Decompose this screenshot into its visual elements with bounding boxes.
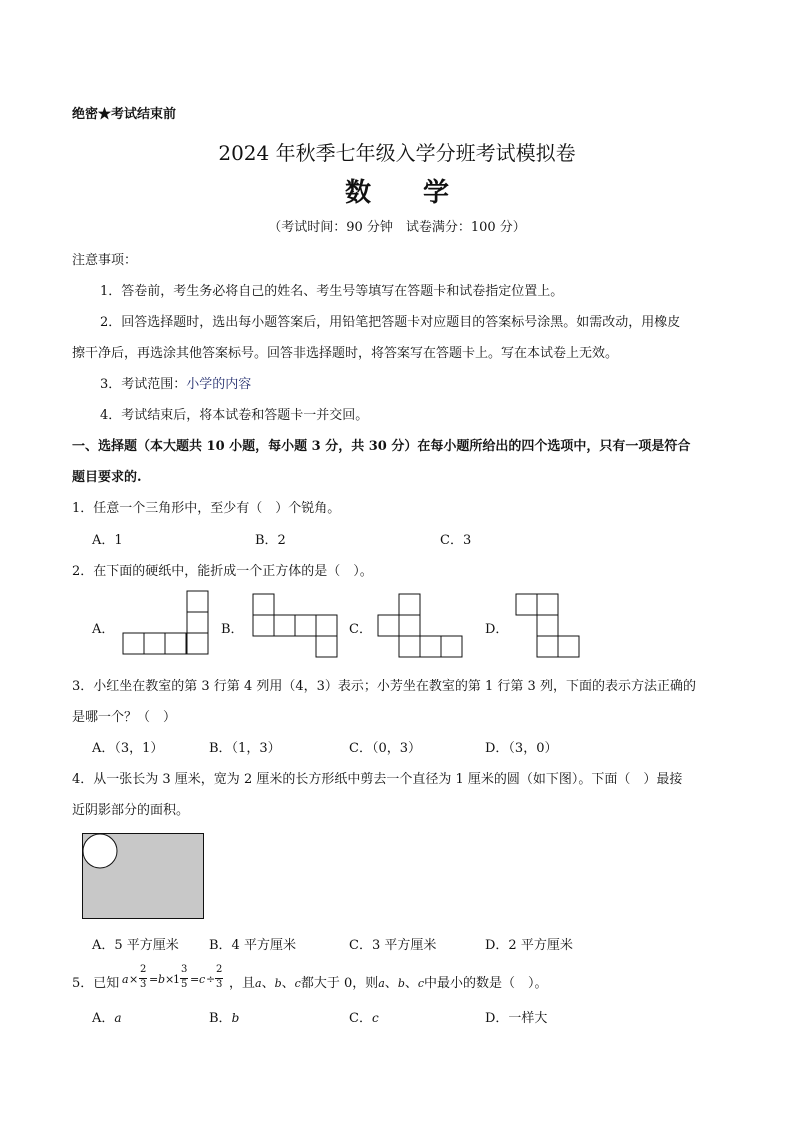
q3-option-d: D．（3，0） — [485, 741, 558, 756]
q4-option-b: B．4 平方厘米 — [209, 938, 296, 953]
q5-tail: 中最小的数是（ ）。 — [424, 976, 548, 991]
q5-frac2-num: 3 — [181, 964, 188, 975]
q5-tail-a: a — [378, 977, 385, 990]
q5-sep-4: 、 — [404, 976, 418, 991]
note-2-line2: 擦干净后，再选涂其他答案标号。回答非选择题时，将答案写在答题卡上。写在本试卷上无效。 — [72, 346, 619, 361]
q5-sep-2: 、 — [281, 976, 295, 991]
q2-option-d-label: D． — [485, 622, 509, 637]
q5-times-1: × — [129, 973, 139, 986]
q2-net-b — [252, 593, 340, 660]
q5-var-a: a — [122, 973, 129, 986]
q3-option-c: C．（0，3） — [349, 741, 421, 756]
q5-option-c-var: c — [371, 1011, 379, 1025]
note-3-prefix: 3．考试范围： — [100, 377, 187, 392]
q2-net-d — [515, 593, 582, 660]
q5-cond-a: a — [255, 977, 262, 990]
q5-frac1-den: 3 — [140, 979, 147, 990]
q5-eq-1: = — [149, 973, 159, 986]
q5-cond: 都大于 0，则 — [300, 976, 379, 991]
time-info: （考试时间：90 分钟 试卷满分：100 分） — [268, 220, 526, 235]
q4-option-a: A．5 平方厘米 — [92, 938, 179, 953]
q5-frac3-num: 2 — [216, 964, 223, 975]
q5-sep-1: 、 — [261, 976, 275, 991]
notes-heading: 注意事项： — [72, 253, 138, 268]
q3-option-b: B．（1，3） — [209, 741, 281, 756]
q3-stem-line1: 3．小红坐在教室的第 3 行第 4 列用（4，3）表示；小芳坐在教室的第 1 行第 3 列，下面的表示方法正确的 — [72, 679, 696, 694]
note-2-line1: 2．回答选择题时，选出每小题答案后，用铅笔把答题卡对应题目的答案标号涂黑。如需改动，用橡皮 — [100, 315, 681, 330]
q5-frac3-den: 3 — [216, 979, 223, 990]
q5-tail-c: c — [417, 977, 425, 990]
q5-var-b: b — [158, 973, 166, 986]
q5-option-a — [92, 1007, 122, 1026]
note-3 — [100, 373, 251, 392]
q5-var-c: c — [199, 973, 206, 986]
q5-cond-b: b — [274, 977, 282, 990]
q1-stem: 1．任意一个三角形中，至少有（ ）个锐角。 — [72, 501, 341, 516]
note-1: 1．答卷前，考生务必将自己的姓名、考生号等填写在答题卡和试卷指定位置上。 — [100, 284, 564, 299]
q1-option-b: B．2 — [255, 533, 286, 548]
q5-times-2: × — [165, 973, 175, 986]
q4-cut-circle — [83, 834, 117, 868]
q5-option-a-label: A． — [92, 1011, 115, 1026]
subject-title: 数 学 — [344, 178, 449, 208]
q3-option-a: A．（3，1） — [92, 741, 164, 756]
q5-option-b-label: B． — [209, 1011, 232, 1026]
q2-option-b-label: B． — [221, 622, 244, 637]
q5-option-b-var: b — [231, 1011, 240, 1025]
q5-sep-3: 、 — [384, 976, 398, 991]
q4-stem-line1: 4．从一张长为 3 厘米，宽为 2 厘米的长方形纸中剪去一个直径为 1 厘米的圆（如下图）。下面（ ）最接 — [72, 772, 683, 787]
q5-frac1-num: 2 — [140, 964, 147, 975]
q5-condition — [229, 972, 548, 991]
note-4: 4．考试结束后，将本试卷和答题卡一并交回。 — [100, 408, 369, 423]
q2-stem: 2．在下面的硬纸中，能折成一个正方体的是（ ）。 — [72, 564, 373, 579]
q5-option-c-label: C． — [349, 1011, 372, 1026]
q4-rectangle-figure — [82, 833, 205, 921]
q2-option-c-label: C． — [349, 622, 372, 637]
q5-option-b — [209, 1007, 239, 1026]
q4-stem-line2: 近阴影部分的面积。 — [72, 803, 190, 818]
q5-whole: 1 — [173, 973, 180, 986]
q4-option-c: C．3 平方厘米 — [349, 938, 437, 953]
q5-option-d: D．一样大 — [485, 1011, 548, 1026]
q5-option-c — [349, 1007, 379, 1026]
q5-prefix: 5．已知 — [72, 976, 120, 991]
q5-eq-2: = — [190, 973, 200, 986]
q5-mid: ，且 — [229, 976, 256, 991]
q5-tail-b: b — [397, 977, 405, 990]
q1-option-c: C．3 — [440, 533, 472, 548]
exam-title: 2024 年秋季七年级入学分班考试模拟卷 — [218, 141, 576, 165]
note-3-scope: 小学的内容 — [186, 377, 252, 392]
q2-net-c — [377, 593, 465, 660]
q4-option-d: D．2 平方厘米 — [485, 938, 573, 953]
q5-option-a-var: a — [114, 1011, 122, 1025]
q5-div: ÷ — [206, 973, 216, 986]
q2-net-a — [122, 590, 210, 657]
q3-stem-line2: 是哪一个？（ ） — [72, 710, 177, 725]
q2-option-a-label: A． — [92, 622, 115, 637]
secret-label: 绝密★考试结束前 — [72, 107, 177, 122]
q5-cond-c: c — [294, 977, 301, 990]
section-1-heading-line2: 题目要求的. — [72, 470, 142, 485]
section-1-heading: 一、选择题（本大题共 10 小题，每小题 3 分，共 30 分）在每小题所给出的四个选项中，只有一项是符合 — [72, 439, 691, 454]
q1-option-a: A．1 — [92, 533, 123, 548]
q5-frac2-den: 5 — [181, 979, 188, 990]
